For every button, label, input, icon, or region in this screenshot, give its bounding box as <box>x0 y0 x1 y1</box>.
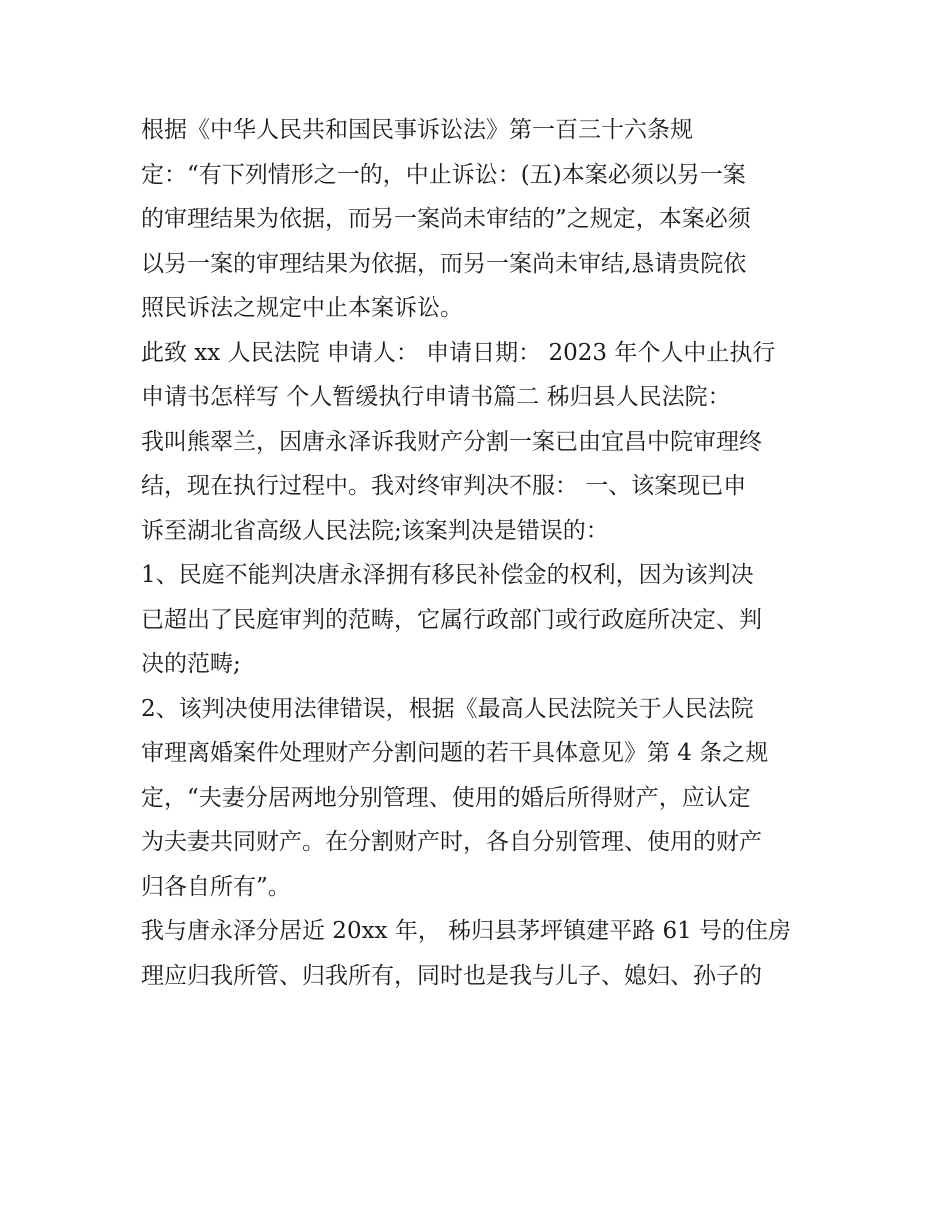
text-line: 决的范畴; <box>141 651 241 677</box>
text-line: 此致 xx 人民法院 申请人： 申请日期： 2023 年个人中止执行 <box>141 339 776 366</box>
text-line: 归各自所有”。 <box>141 873 291 900</box>
text-line: 定：“有下列情形之一的，中止诉讼：(五)本案必须以另一案 <box>141 161 746 188</box>
text-line: 结，现在执行过程中。我对终审判决不服： 一、该案现已申 <box>141 473 747 499</box>
text-line: 理应归我所管、归我所有，同时也是我与儿子、媳妇、孙子的 <box>141 962 762 989</box>
document-body <box>141 108 821 998</box>
text-line: 2、该判决使用法律错误，根据《最高人民法院关于人民法院 <box>141 695 754 722</box>
text-line: 为夫妻共同财产。在分割财产时，各自分别管理、使用的财产 <box>141 829 762 855</box>
text-line: 诉至湖北省高级人民法院;该案判决是错误的： <box>141 517 609 544</box>
text-line: 以另一案的审理结果为依据，而另一案尚未审结,恳请贵院依 <box>141 250 747 277</box>
text-line: 根据《中华人民共和国民事诉讼法》第一百三十六条规 <box>141 117 693 143</box>
text-line: 定，“夫妻分居两地分别管理、使用的婚后所得财产，应认定 <box>141 784 751 811</box>
text-line: 我叫熊翠兰，因唐永泽诉我财产分割一案已由宜昌中院审理终 <box>141 428 762 455</box>
text-line: 照民诉法之规定中止本案诉讼。 <box>141 295 463 321</box>
text-line: 申请书怎样写 个人暂缓执行申请书篇二 秭归县人民法院： <box>141 384 731 410</box>
text-line: 已超出了民庭审判的范畴，它属行政部门或行政庭所决定、判 <box>141 606 762 633</box>
text-line: 审理离婚案件处理财产分割问题的若干具体意见》第 4 条之规 <box>141 740 769 766</box>
text-line: 我与唐永泽分居近 20xx 年， 秭归县茅坪镇建平路 61 号的住房 <box>141 918 792 944</box>
text-line: 1、民庭不能判决唐永泽拥有移民补偿金的权利，因为该判决 <box>141 562 754 588</box>
text-line: 的审理结果为依据，而另一案尚未审结的”之规定，本案必须 <box>141 206 751 232</box>
